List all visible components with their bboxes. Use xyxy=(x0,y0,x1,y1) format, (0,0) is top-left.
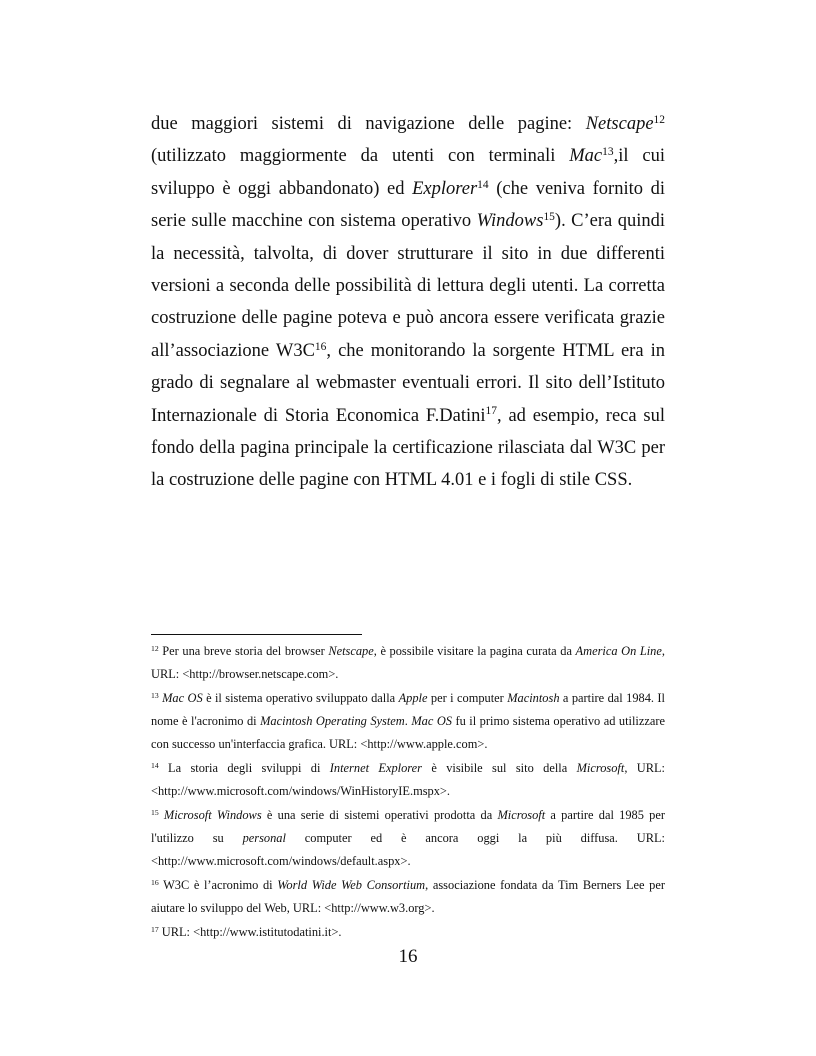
footnote-italic: Apple xyxy=(398,690,428,705)
footnote-ref-17[interactable]: 17 xyxy=(485,405,497,418)
footnote-15 xyxy=(151,804,665,874)
footnote-separator xyxy=(151,634,362,635)
footnote-italic: America On Line xyxy=(575,644,662,658)
footnote-text: è il sistema operativo sviluppato dalla xyxy=(202,690,399,705)
footnote-text: , è possibile visitare la pagina curata da xyxy=(373,644,576,658)
footnote-text: Per una breve storia del browser xyxy=(158,644,329,658)
footnote-url[interactable]: , URL: <http://browser.netscape.com>. xyxy=(151,644,665,682)
body-paragraph xyxy=(151,108,665,497)
footnote-12 xyxy=(151,640,665,686)
term-netscape: Netscape xyxy=(585,114,654,134)
footnote-text: . xyxy=(404,714,412,729)
footnote-italic: Macintosh xyxy=(507,690,560,705)
footnote-number: 14 xyxy=(151,760,159,770)
text-segment: ,il cui sviluppo è oggi abbandonato) ed xyxy=(151,146,666,199)
footnote-ref-14[interactable]: 14 xyxy=(477,178,489,191)
footnote-text: per i computer xyxy=(427,690,508,705)
footnote-number: 13 xyxy=(151,690,159,700)
footnote-17 xyxy=(151,921,665,944)
footnote-text: La storia degli sviluppi di xyxy=(158,761,330,776)
footnote-italic: Macintosh Operating System xyxy=(260,714,405,729)
term-mac: Mac xyxy=(569,146,603,167)
footnote-italic: Mac OS xyxy=(158,690,203,705)
footnote-italic: Microsoft xyxy=(576,761,625,776)
footnote-url[interactable]: computer ed è ancora oggi la più diffusa. URL: <http://www.microsoft.com/windows/default.aspx>. xyxy=(151,831,665,869)
footnote-text: a partire dal 1985 per l'utilizzo su xyxy=(151,807,666,846)
footnote-italic: World Wide Web Consortium xyxy=(277,878,426,893)
footnote-number: 17 xyxy=(151,924,159,934)
text-segment: , ad esempio, reca sul fondo della pagina principale la certificazione rilasciata dal W3C per la costruzione delle pagine con HTML 4.01 e i fogli di stile CSS. xyxy=(151,405,666,491)
footnote-url[interactable]: , associazione fondata da Tim Berners Lee per aiutare lo sviluppo del Web, URL: <http://www.w3.org>. xyxy=(151,878,665,916)
footnote-text: è una serie di sistemi operativi prodotta da xyxy=(261,807,498,822)
footnote-text: a partire dal 1984. Il nome è l'acronimo di xyxy=(151,690,665,729)
text-segment: (che veniva fornito di serie sulle macchine con sistema operativo xyxy=(151,178,665,232)
footnote-text: W3C è l’acronimo di xyxy=(158,878,278,893)
footnote-number: 12 xyxy=(151,643,159,653)
footnote-number: 16 xyxy=(151,877,159,887)
text-segment: due maggiori sistemi di navigazione delle pagine: xyxy=(151,114,586,134)
footnote-italic: Microsoft xyxy=(497,807,546,822)
term-windows: Windows xyxy=(476,211,544,232)
footnote-ref-15[interactable]: 15 xyxy=(543,210,555,223)
footnote-url[interactable]: , URL: <http://www.microsoft.com/windows/WinHistoryIE.mspx>. xyxy=(151,761,665,799)
footnote-16 xyxy=(151,874,665,920)
text-segment: , che monitorando la sorgente HTML era in grado di segnalare al webmaster eventuali errori. Il sito dell’Istituto Internazionale di Storia Economica F.Datini xyxy=(151,340,665,426)
term-explorer: Explorer xyxy=(412,178,478,199)
text-segment: ). C’era quindi la necessità, talvolta, di dover strutturare il sito in due differenti versioni a seconda delle possibilità di lettura degli utenti. La corretta costruzione delle pagine poteva e può ancora essere verificata grazie all’associazione W3C xyxy=(151,211,665,361)
footnote-ref-16[interactable]: 16 xyxy=(314,340,327,353)
footnote-text: è visibile sul sito della xyxy=(421,761,577,776)
text-segment: (utilizzato maggiormente da utenti con terminali xyxy=(151,146,570,167)
footnote-14 xyxy=(151,757,665,803)
footnote-italic: Microsoft Windows xyxy=(158,807,262,822)
footnotes xyxy=(151,640,665,945)
footnote-italic: personal xyxy=(242,831,286,846)
footnote-italic: Internet Explorer xyxy=(329,761,422,776)
footnote-url[interactable]: fu il primo sistema operativo ad utilizzare con successo un'interfaccia grafica. URL: <http://www.apple.com>. xyxy=(151,714,665,752)
footnote-italic: Netscape xyxy=(328,644,374,658)
footnote-url[interactable]: URL: <http://www.istitutodatini.it>. xyxy=(158,924,342,939)
footnote-italic: Mac OS xyxy=(411,714,452,729)
page-number: 16 xyxy=(398,946,418,967)
footnote-ref-12[interactable]: 12 xyxy=(653,113,665,126)
footnote-ref-13[interactable]: 13 xyxy=(602,146,614,159)
footnote-13 xyxy=(151,687,665,757)
footnote-number: 15 xyxy=(151,807,159,817)
